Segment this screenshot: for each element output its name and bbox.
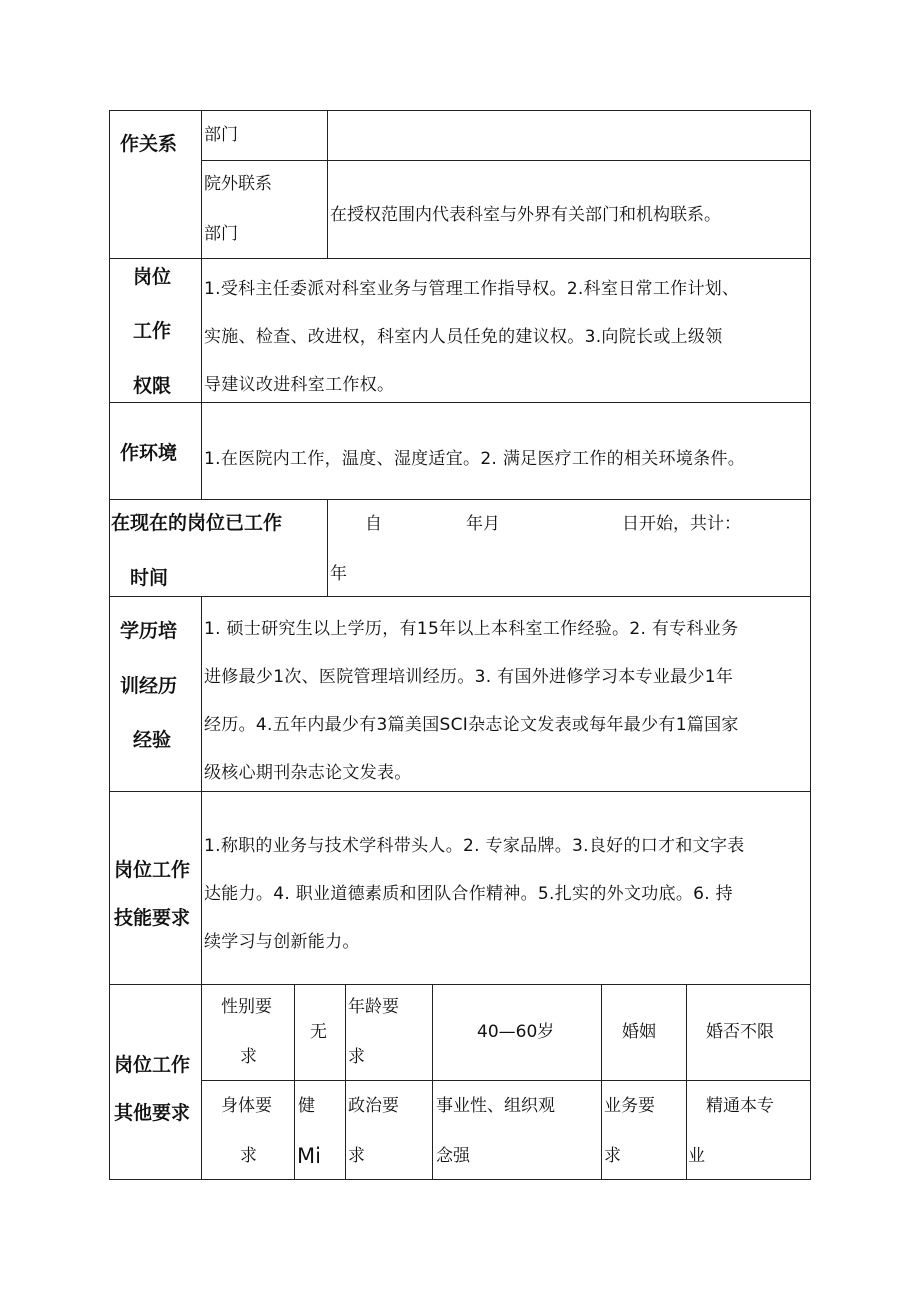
body-label-line2: 求 [240,1146,257,1166]
education-text-line3: 经历。4.五年内最少有3篇美国SCI杂志论文发表或每年最少有1篇国家 [204,715,739,735]
row-divider [201,1080,811,1081]
column-divider [345,984,346,1180]
table-border-bottom [109,1179,811,1180]
gender-value: 无 [310,1022,327,1042]
business-label-line2: 求 [604,1146,621,1166]
marriage-value: 婚否不限 [706,1022,774,1042]
column-divider [686,984,687,1180]
column-divider [294,984,295,1180]
marriage-label: 婚姻 [622,1022,656,1042]
skills-label-line1: 岗位工作 [114,859,191,881]
gender-label-line1: 性别要 [221,997,272,1017]
table-border-top [109,110,811,111]
authority-label-line3: 权限 [133,375,172,397]
politics-value-line1: 事业性、组织观 [436,1096,555,1116]
tenure-year-month: 年月 [466,514,500,534]
internal-dept-label: 部门 [204,125,238,145]
education-label-line3: 经验 [133,729,172,751]
row-divider [109,984,811,985]
gender-label-line2: 求 [240,1047,257,1067]
tenure-day-start: 日开始，共计： [622,514,741,534]
other-label-line2: 其他要求 [114,1102,191,1124]
column-divider [327,110,328,259]
politics-label-line2: 求 [348,1146,365,1166]
environment-text: 1.在医院内工作，温度、湿度适宜。2. 满足医疗工作的相关环境条件。 [204,449,746,469]
column-divider [201,110,202,500]
row-divider [109,791,811,792]
education-text-line4: 级核心期刊杂志论文发表。 [204,763,412,783]
age-value: 40—60岁 [477,1022,555,1042]
row-divider [109,596,811,597]
skills-label-line2: 技能要求 [114,907,191,929]
row-divider [109,402,811,403]
business-label-line1: 业务要 [604,1096,655,1116]
politics-value-line2: 念强 [436,1146,470,1166]
other-label-line1: 岗位工作 [114,1054,191,1076]
column-divider [601,984,602,1180]
skills-text-line1: 1.称职的业务与技术学科带头人。2. 专家品牌。3.良好的口才和文字表 [204,836,745,856]
authority-label-line2: 工作 [133,320,172,342]
authority-text-line2: 实施、检查、改进权，科室内人员任免的建议权。3.向院长或上级领 [204,327,723,347]
education-label-line1: 学历培 [120,620,178,642]
relations-label: 作关系 [120,133,178,155]
politics-label-line1: 政治要 [348,1096,399,1116]
education-text-line1: 1. 硕士研究生以上学历，有15年以上本科室工作经验。2. 有专科业务 [204,619,739,639]
row-divider [201,160,811,161]
column-divider [327,499,328,597]
tenure-years: 年 [330,564,347,584]
education-label-line2: 训经历 [120,675,178,697]
row-divider [109,258,811,259]
tenure-from: 自 [365,514,382,534]
tenure-label-line2: 时间 [130,567,169,589]
education-text-line2: 进修最少1次、医院管理培训经历。3. 有国外进修学习本专业最少1年 [204,667,734,687]
body-value-line2: Mi [297,1144,321,1168]
business-value-line2: 业 [688,1146,705,1166]
row-divider [109,499,811,500]
body-label-line1: 身体要 [221,1096,272,1116]
environment-label: 作环境 [120,442,178,464]
external-dept-value: 在授权范围内代表科室与外界有关部门和机构联系。 [330,205,721,225]
age-label-line1: 年龄要 [348,997,399,1017]
external-dept-label-line2: 部门 [204,224,238,244]
business-value-line1: 精通本专 [706,1096,774,1116]
authority-label-line1: 岗位 [133,266,172,288]
column-divider [432,984,433,1180]
age-label-line2: 求 [348,1047,365,1067]
authority-text-line3: 导建议改进科室工作权。 [204,375,395,395]
authority-text-line1: 1.受科主任委派对科室业务与管理工作指导权。2.科室日常工作计划、 [204,279,740,299]
column-divider [201,596,202,1180]
table-border-left [109,110,110,1180]
table-border-right [810,110,811,1180]
skills-text-line3: 续学习与创新能力。 [204,932,360,952]
tenure-label-line1: 在现在的岗位已工作 [111,512,283,534]
external-dept-label-line1: 院外联系 [204,174,272,194]
skills-text-line2: 达能力。4. 职业道德素质和团队合作精神。5.扎实的外文功底。6. 持 [204,884,733,904]
body-value-line1: 健 [298,1096,315,1116]
